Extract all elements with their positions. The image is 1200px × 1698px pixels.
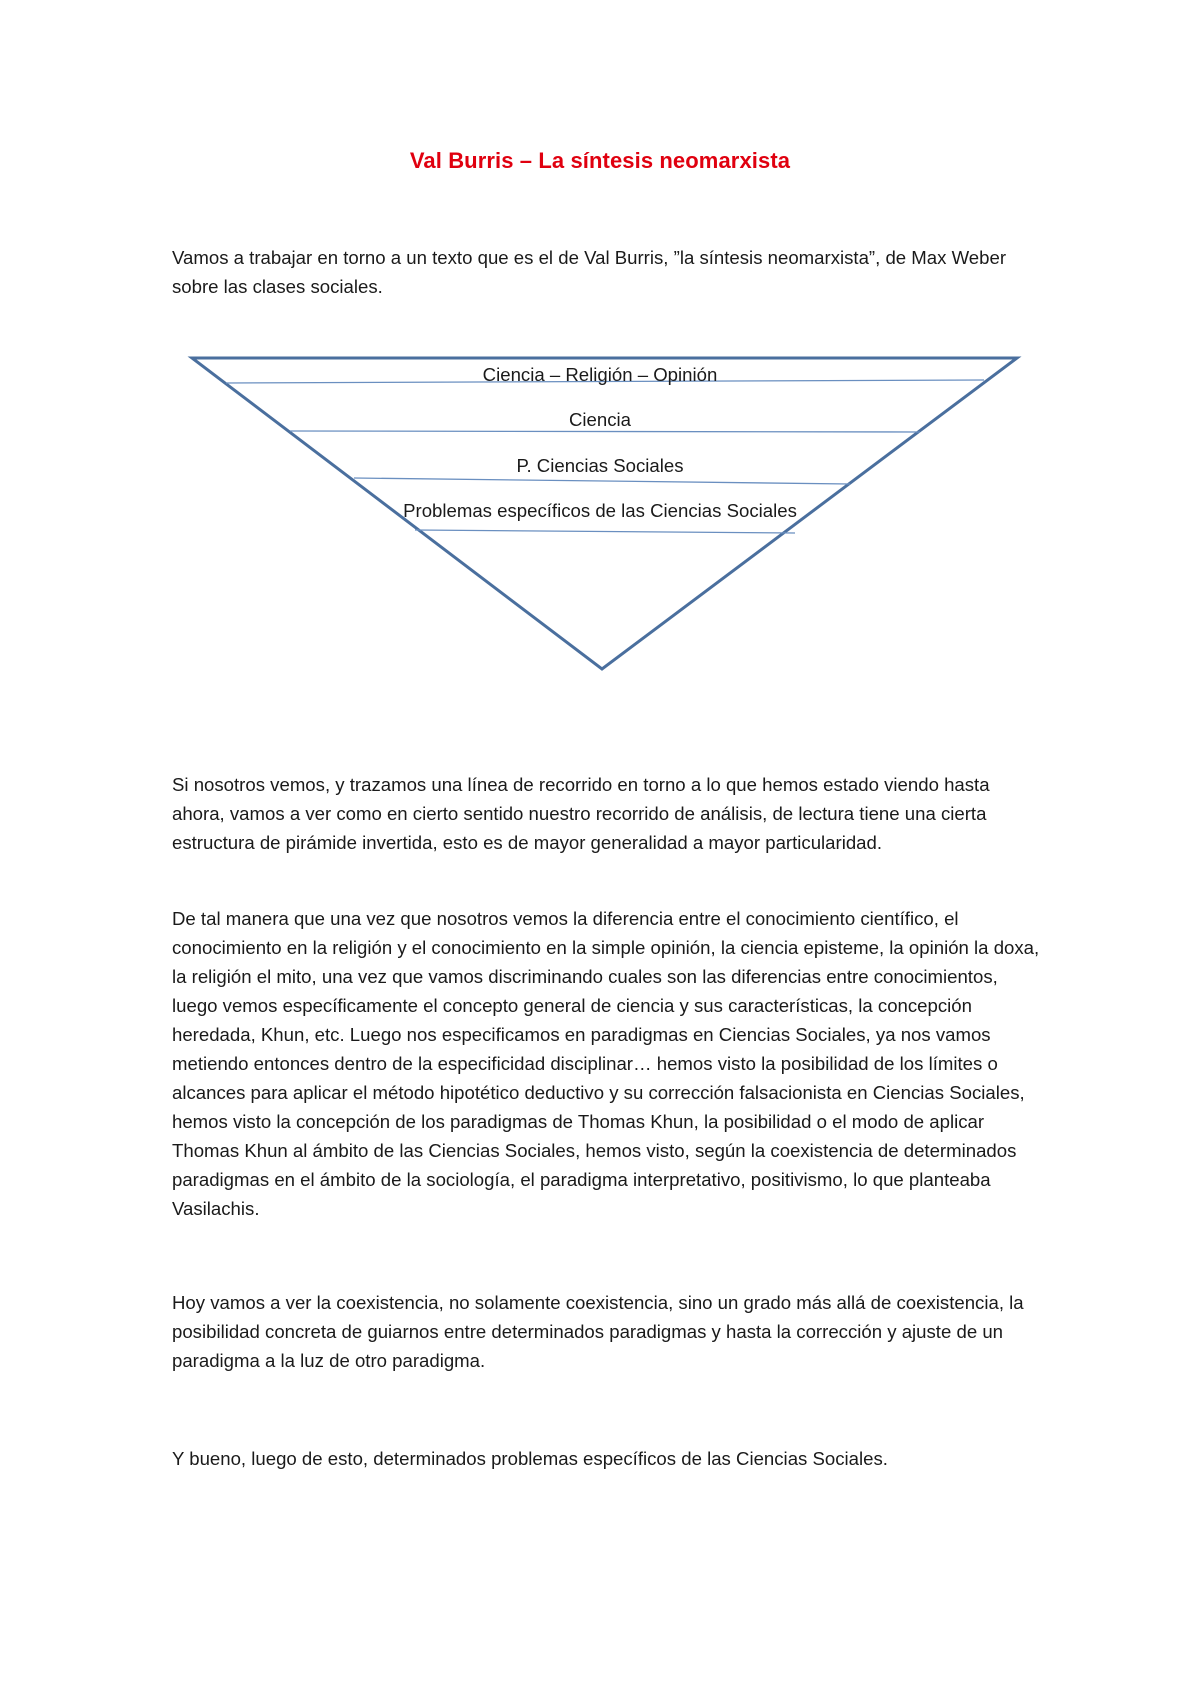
intro-paragraph: Vamos a trabajar en torno a un texto que es el de Val Burris, ”la síntesis neomarxista”, de Max Weber sobre las clases sociales. [172,247,1007,297]
body-paragraph: Hoy vamos a ver la coexistencia, no solamente coexistencia, sino un grado más allá de coexistencia, la posibilidad concreta de guiarnos entre determinados paradigmas y hasta la corrección y ajuste de un paradigma a la luz de otro paradigma. [172,1292,1024,1371]
pyramid-level-label: P. Ciencias Sociales [516,455,684,476]
pyramid-divider-2 [290,431,920,432]
pyramid-level-label: Problemas específicos de las Ciencias Sociales [403,500,797,521]
inverted-pyramid-diagram [0,0,1200,700]
body-paragraph: De tal manera que una vez que nosotros vemos la diferencia entre el conocimiento científico, el conocimiento en la religión y el conocimiento en la simple opinión, la ciencia episteme, la opinión la doxa, la religión el mito, una vez que vamos discriminando cuales son las diferencias entre conocimientos, luego vemos específicamente el concepto general de ciencia y sus características, la concepción heredada, Khun, etc. Luego nos especificamos en paradigmas en Ciencias Sociales, ya nos vamos metiendo entonces dentro de la especificidad disciplinar… hemos visto la posibilidad de los límites o alcances para aplicar el método hipotético deductivo y su corrección falsacionista en Ciencias Sociales, hemos visto la concepción de los paradigmas de Thomas Khun, la posibilidad o el modo de aplicar Thomas Khun al ámbito de las Ciencias Sociales, hemos visto, según la coexistencia de determinados paradigmas en el ámbito de la sociología, el paradigma interpretativo, positivismo, lo que planteaba Vasilachis. [172,908,1040,1219]
pyramid-level-label: Ciencia [568,409,631,430]
pyramid-divider-3 [354,478,850,484]
body-paragraph: Y bueno, luego de esto, determinados problemas específicos de las Ciencias Sociales. [172,1448,888,1469]
document-title: Val Burris – La síntesis neomarxista [409,148,791,173]
body-paragraph: Si nosotros vemos, y trazamos una línea de recorrido en torno a lo que hemos estado viendo hasta ahora, vamos a ver como en cierto sentido nuestro recorrido de análisis, de lectura tiene una cierta estructura de pirámide invertida, esto es de mayor generalidad a mayor particularidad. [172,774,990,853]
pyramid-divider-4 [415,530,795,533]
pyramid-level-label: Ciencia – Religión – Opinión [482,364,718,385]
